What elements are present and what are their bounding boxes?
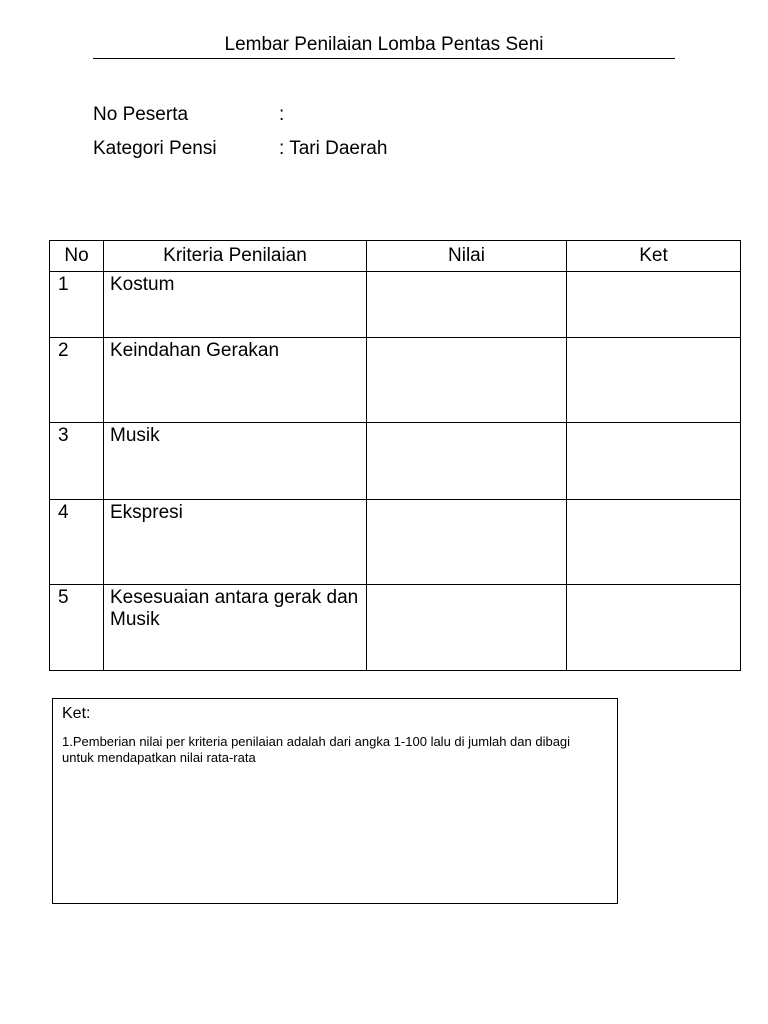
score-cell[interactable] — [367, 585, 567, 671]
header-criteria: Kriteria Penilaian — [104, 241, 367, 272]
row-criteria: Kostum — [104, 272, 367, 338]
header-remarks: Ket — [567, 241, 741, 272]
row-criteria: Kesesuaian antara gerak dan Musik — [104, 585, 367, 671]
row-number: 2 — [50, 338, 104, 423]
notes-title: Ket: — [62, 705, 91, 722]
row-criteria: Musik — [104, 423, 367, 500]
row-number: 5 — [50, 585, 104, 671]
assessment-table — [49, 240, 741, 671]
remarks-cell[interactable] — [567, 272, 741, 338]
remarks-cell[interactable] — [567, 585, 741, 671]
table-row — [50, 500, 741, 585]
table-header-row — [50, 241, 741, 272]
notes-box — [52, 698, 618, 904]
score-cell[interactable] — [367, 338, 567, 423]
row-criteria: Ekspresi — [104, 500, 367, 585]
participant-number-label: No Peserta — [93, 104, 189, 125]
score-cell[interactable] — [367, 272, 567, 338]
table-row — [50, 423, 741, 500]
page-title: Lembar Penilaian Lomba Pentas Seni — [93, 34, 675, 59]
score-cell[interactable] — [367, 500, 567, 585]
header-score: Nilai — [367, 241, 567, 272]
row-number: 1 — [50, 272, 104, 338]
score-cell[interactable] — [367, 423, 567, 500]
remarks-cell[interactable] — [567, 500, 741, 585]
category-label: Kategori Pensi — [93, 138, 217, 159]
row-criteria: Keindahan Gerakan — [104, 338, 367, 423]
remarks-cell[interactable] — [567, 423, 741, 500]
table-row — [50, 272, 741, 338]
participant-number-value: : — [279, 104, 285, 125]
header-no: No — [50, 241, 104, 272]
remarks-cell[interactable] — [567, 338, 741, 423]
table-row — [50, 338, 741, 423]
notes-body: 1.Pemberian nilai per kriteria penilaian adalah dari angka 1-100 lalu di jumlah dan dibagi untuk mendapatkan nilai rata-rata — [62, 734, 571, 765]
row-number: 3 — [50, 423, 104, 500]
row-number: 4 — [50, 500, 104, 585]
category-value: : Tari Daerah — [279, 138, 388, 159]
table-row — [50, 585, 741, 671]
